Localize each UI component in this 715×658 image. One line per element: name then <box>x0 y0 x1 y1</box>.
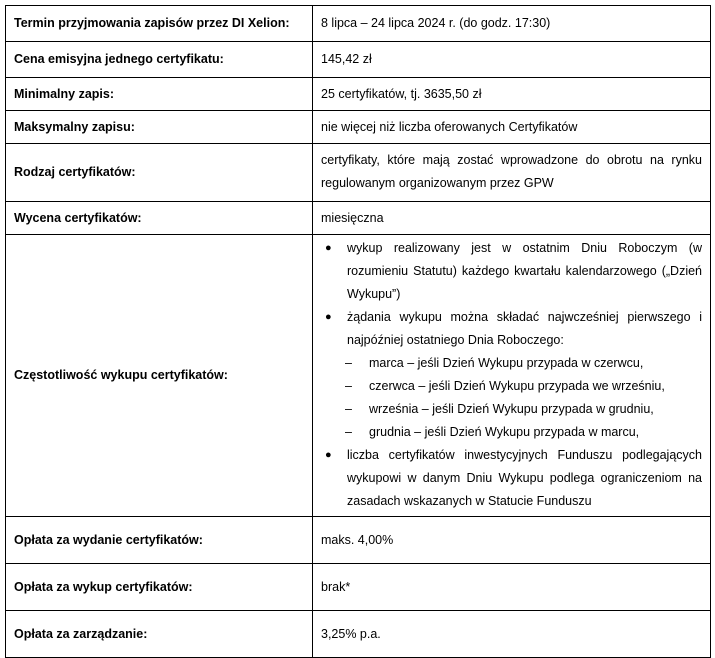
bullet-icon: ● <box>325 311 332 323</box>
table-row <box>6 78 711 111</box>
list-item-text: grudnia – jeśli Dzień Wykupu przypada w marcu, <box>369 425 640 439</box>
dash-icon: – <box>345 425 352 439</box>
redemption-details <box>321 235 702 516</box>
table-row <box>6 6 711 42</box>
table-row <box>6 611 711 658</box>
row-value: miesięczna <box>313 202 711 235</box>
dash-icon: – <box>345 356 352 370</box>
list-item-text: czerwca – jeśli Dzień Wykupu przypada we wrześniu, <box>369 379 665 393</box>
table-row <box>6 42 711 78</box>
row-label: Termin przyjmowania zapisów przez DI Xelion: <box>6 6 313 42</box>
list-item <box>321 352 702 375</box>
list-item <box>321 421 702 444</box>
row-value <box>313 144 711 202</box>
list-item-text: wykup realizowany jest w ostatnim Dniu Roboczym (w rozumieniu Statutu) każdego kwartału kalendarzowego („Dzień Wykupu”) <box>347 241 702 301</box>
bullet-icon: ● <box>325 449 332 461</box>
row-value-text: certyfikaty, które mają zostać wprowadzone do obrotu na rynku regulowanym organizowanym przez GPW <box>321 153 702 190</box>
row-value: 145,42 zł <box>313 42 711 78</box>
row-value: 25 certyfikatów, tj. 3635,50 zł <box>313 78 711 111</box>
row-value: maks. 4,00% <box>313 517 711 564</box>
row-label: Opłata za zarządzanie: <box>6 611 313 658</box>
table-row <box>6 564 711 611</box>
row-value <box>313 235 711 517</box>
row-label: Opłata za wykup certyfikatów: <box>6 564 313 611</box>
row-value: 3,25% p.a. <box>313 611 711 658</box>
dash-icon: – <box>345 402 352 416</box>
list-item <box>321 306 702 444</box>
dash-icon: – <box>345 379 352 393</box>
list-item-text: żądania wykupu można składać najwcześniej pierwszego i najpóźniej ostatniego Dnia Roboczego: <box>347 310 702 347</box>
table-row <box>6 517 711 564</box>
list-item <box>321 375 702 398</box>
row-label: Wycena certyfikatów: <box>6 202 313 235</box>
row-label: Cena emisyjna jednego certyfikatu: <box>6 42 313 78</box>
row-label: Rodzaj certyfikatów: <box>6 144 313 202</box>
row-value: nie więcej niż liczba oferowanych Certyfikatów <box>313 111 711 144</box>
list-item-text: marca – jeśli Dzień Wykupu przypada w czerwcu, <box>369 356 644 370</box>
list-item <box>321 444 702 513</box>
row-label: Częstotliwość wykupu certyfikatów: <box>6 235 313 517</box>
table-row <box>6 111 711 144</box>
table-row <box>6 202 711 235</box>
list-item-text: września – jeśli Dzień Wykupu przypada w grudniu, <box>369 402 654 416</box>
table-row <box>6 144 711 202</box>
row-label: Minimalny zapis: <box>6 78 313 111</box>
row-label: Opłata za wydanie certyfikatów: <box>6 517 313 564</box>
offer-terms-table <box>5 5 711 658</box>
list-item <box>321 398 702 421</box>
row-label: Maksymalny zapisu: <box>6 111 313 144</box>
row-value: 8 lipca – 24 lipca 2024 r. (do godz. 17:30) <box>313 6 711 42</box>
list-item <box>321 237 702 306</box>
table-row <box>6 235 711 517</box>
list-item-text: liczba certyfikatów inwestycyjnych Funduszu podlegających wykupowi w danym Dniu Wykupu podlega ograniczeniom na zasadach wskazanych w Statucie Funduszu <box>347 448 702 508</box>
row-value: brak* <box>313 564 711 611</box>
dash-list <box>321 352 702 444</box>
bullet-icon: ● <box>325 242 332 254</box>
bullet-list <box>321 237 702 513</box>
